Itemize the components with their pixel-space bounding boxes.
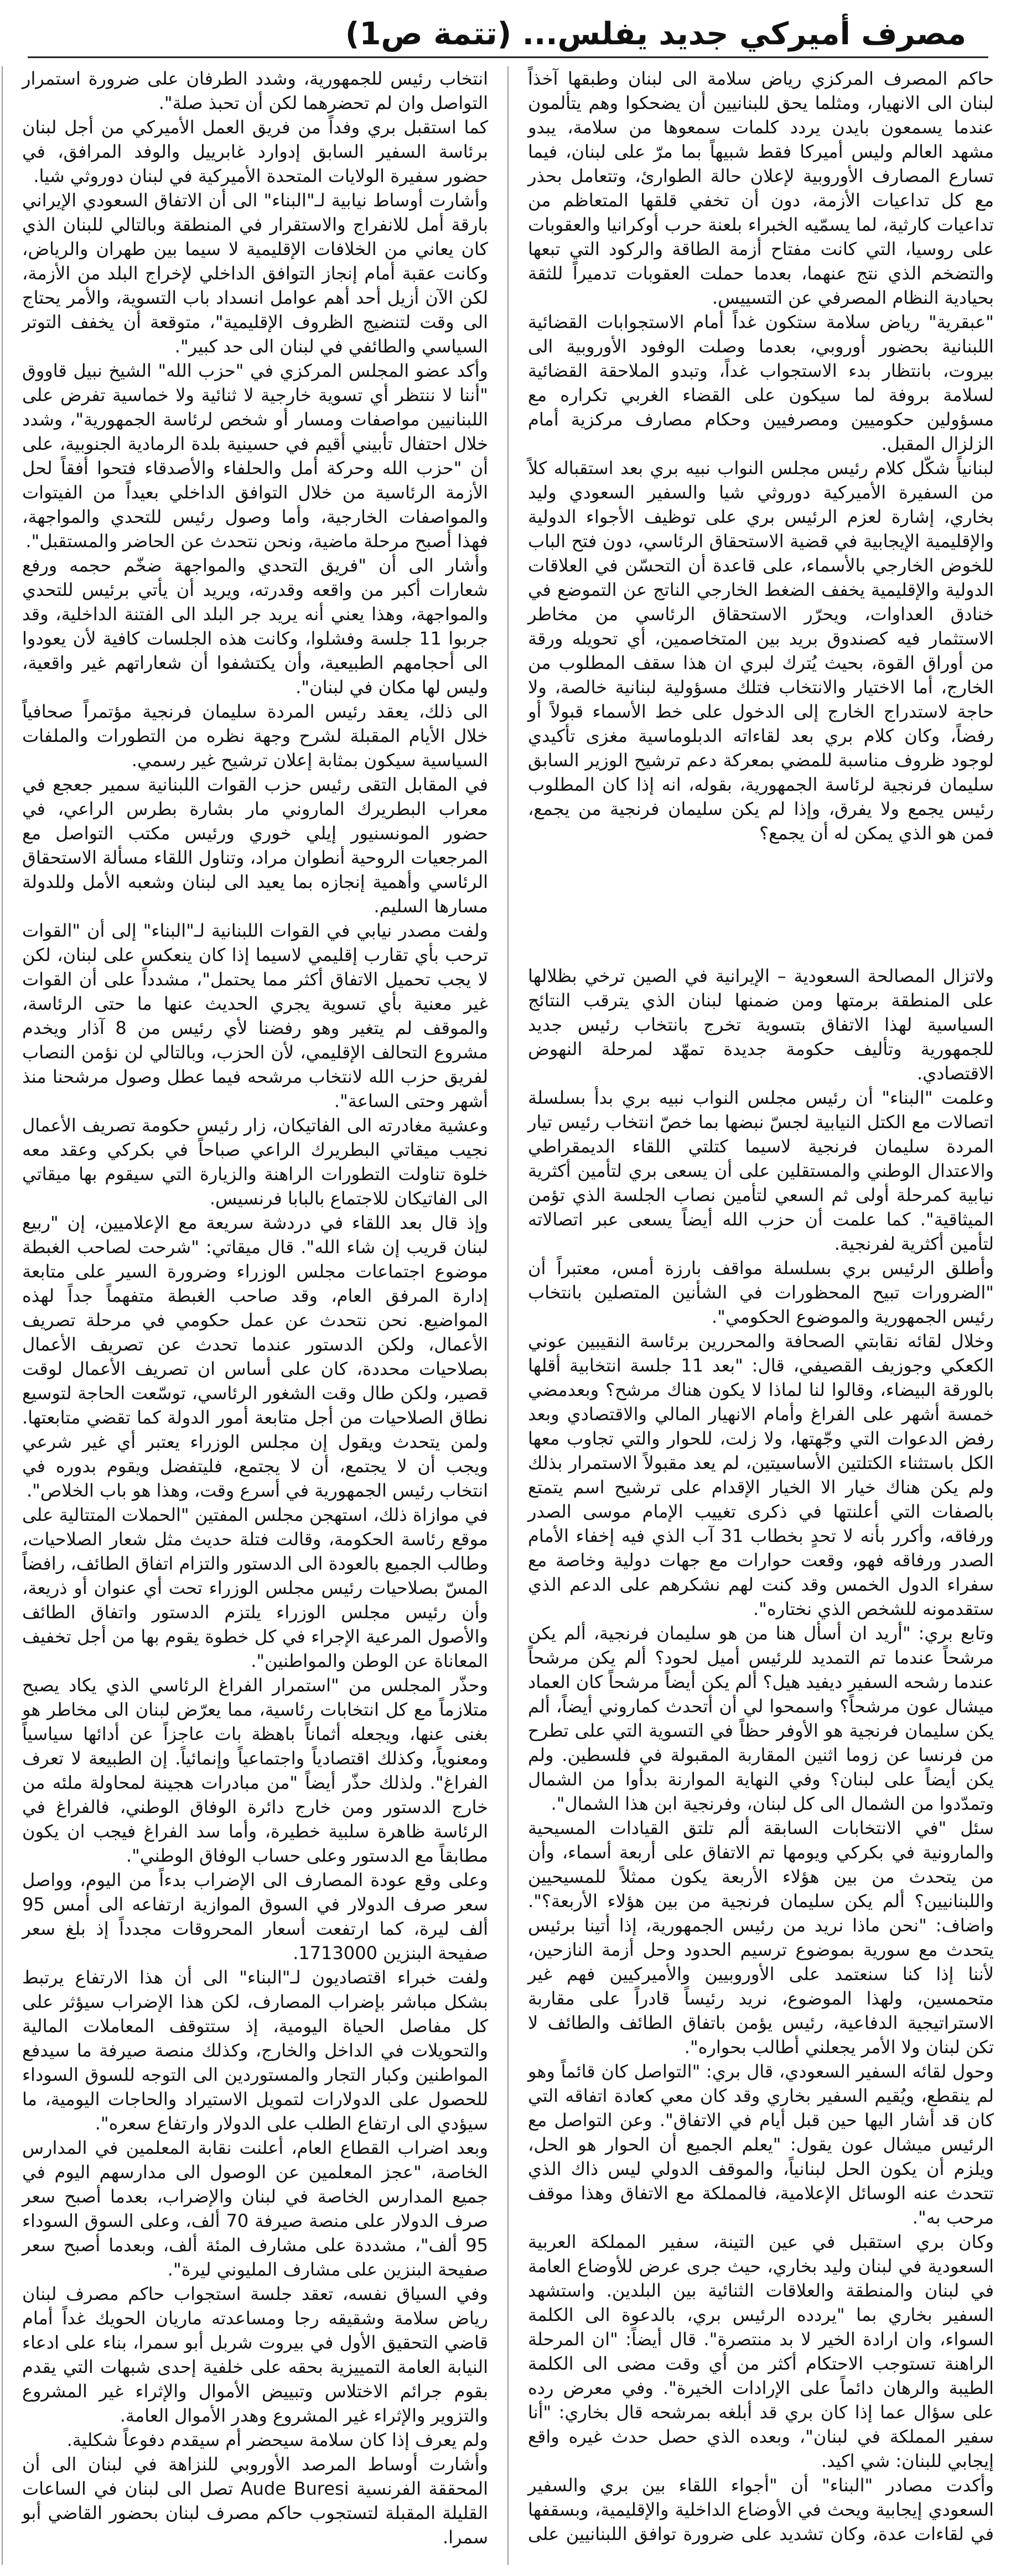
article-paragraph: وفي السياق نفسه، تعقد جلسة استجواب حاكم مصرف لبنان رياض سلامة وشقيقه رجا ومساعدته ماريان الحويك غداً أمام قاضي التحقيق الأول في بيروت شربل أبو سمرا، بناء على ادعاء النيابة العامة التمييزية بحقه على خلفية إحدى شبهات التي يقدم بقوم جرائم الاختلاس وتبييض الأموال والإثراء غير المشروع والتزوير والإثراء غير المشروع وهدر الأموال العامة.	[22, 2283, 488, 2426]
article-paragraph: ولم يعرف إذا كان سلامة سيحضر أم سيقدم دفوعاً شكلية.	[66, 2429, 488, 2450]
article-paragraph: لبنانياً شكّل كلام رئيس مجلس النواب نبيه بري بعد استقباله كلاً من السفيرة الأميركية دوروثي شيا والسفير السعودي وليد بخاري، إشارة لعزم الرئيس بري على توظيف الأجواء الدولية والإقليمية الإيجابية في قضية الاستحقاق الرئاسي، دون فتح الباب للخوض الخارجي بالأسماء، على قاعدة أن التحسّن في العلاقات الدولية والإقليمية يخفف الضغط الخارجي الناتج عن التموضع في خنادق العداوات، ويحرّر الاستحقاق الرئاسي من مخاطر الاستثمار فيه كصندوق بريد بين المتخاصمين، أي تحويله ورقة من أوراق القوة، بحيث يُترك لبري ان هذا سقف المطلوب من الخارج، أما الاختيار والانتخاب فتلك مسؤولية لبنانية خالصة، ولا حاجة لاستدراج الخارج إلى الدخول على خط الأسماء قبولاً أو رفضاً، وكان كلام بري بعد لقاءاته الدبلوماسية مغزى تأكيدي لوجود ظروف مناسبة للمضي بمعركة دعم ترشيح الوزير السابق سليمان فرنجية لرئاسة الجمهورية، بقوله، انه إذا كان المطلوب رئيس يجمع ولا يفرق، وإذا لم يكن سليمان فرنجية من يجمع، فمن هو الذي يمكن له أن يجمع؟	[528, 458, 994, 844]
article-body	[22, 66, 994, 2565]
article-header	[28, 12, 988, 58]
article-paragraph: حاكم المصرف المركزي رياض سلامة الى لبنان وطبقها آخذاً لبنان الى الانهيار، ومثلما يحق للبنانيين أن يضحكوا وهم يتألمون عندما يسمعون بايدن يردد كلمات سمعوها من سلامة، يبدو مشهد العالم وليس أميركا فقط شبيهاً بما مرّ على لبنان، فيما تسارع المصارف الأوروبية لإعلان حالة الطوارئ، وتتعامل بحذر مع كل تداعيات الأزمة، دون أن تخفي قلقها المتعاظم من تداعيات كارثية، لما يسمّيه الخبراء بلعنة حرب أوكرانيا والعقوبات على روسيا، التي كانت مفتاح أزمة الطاقة والركود التي تبعها والتضخم الذي نتج عنهما، بعدما حملت العقوبات تدميراً للثقة بحيادية النظام المصرفي عن التسييس.	[528, 68, 994, 308]
article-paragraph: وتابع بري: "أريد ان أسأل هنا من هو سليمان فرنجية، ألم يكن مرشحاً عندما تم التمديد للرئيس أميل لحود؟ ألم يكن مرشحاً عندما رشحه السفير ديفيد هيل؟ ألم يكن أيضاً مرشحاً كان العماد ميشال عون مرشحاً؟ واسمحوا لي أن أتحدث كماروني أيضاً، ألم يكن سليمان فرنجية هو الأوفر حظاً في التسوية التي على تطرح من فرنسا عن زوما اثنين المقاربة المقبولة في فلسطين. ولم يكن أيضاً على لبنان؟ وفي النهاية الموارنة بدأوا من الشمال وتمدّدوا من الشمال الى كل لبنان، وفرنجية ابن هذا الشمال".	[528, 1623, 994, 1814]
paragraph-gap	[528, 845, 994, 870]
article-paragraph: وكان بري استقبل في عين التينة، سفير المملكة العربية السعودية في لبنان وليد بخاري، حيث جرى عرض للأوضاع العامة في لبنان والمنطقة والعلاقات الثنائية بين البلدين. واستشهد السفير بخاري بما "يردده الرئيس بري، بالدعوة الى الكلمة السواء، وان ارادة الخير لا بد منتصرة". قال أيضاً: "ان المرحلة الراهنة تستوجب الاحتكام أكثر من أي وقت مضى الى الكلمة الطيبة والرهان دائماً على الإرادات الخيرة". وفي معرض رده على سؤال عما إذا كان بري قد أبلغه بمرشحه قال بخاري: "أنا سفير المملكة في لبنان"، وبعده الذي حصل حدث غيره واقع إيجابي للبنان: شي اكيد.	[528, 2231, 994, 2471]
article-paragraph: في موازاة ذلك، استهجن مجلس المفتين "الحملات المتتالية على موقع رئاسة الحكومة، وقالت فتلة حديث مثل شعار الصلاحيات، وطالب الجميع بالعودة الى الدستور والتزام اتفاق الطائف، رافضاً المسّ بصلاحيات رئيس مجلس الوزراء تحت أي عنوان أو ذريعة، وأن رئيس مجلس الوزراء يلتزم الدستور واتفاق الطائف والأصول المرعية الإجراء في كل خطوة يقوم بها من أجل تخفيف المعاناة عن الوطن والمواطنين".	[22, 1504, 488, 1671]
article-paragraph: ولفت خبراء اقتصاديون لـ"البناء" الى أن هذا الارتفاع يرتبط بشكل مباشر بإضراب المصارف، لكن هذا الإضراب سيؤثر على كل مفاصل الحياة اليومية، إذ ستتوقف المعاملات المالية والتحويلات في الداخل والخارج، وكذلك منصة صيرفة ما سيدفع المواطنين وكبار التجار والمستوردين الى التوجه للسوق السوداء للحصول على الدولارات لتمويل الاستيراد والحاجات اليومية، ما سيؤدي الى ارتفاع الطلب على الدولار وارتفاع سعره".	[22, 1967, 488, 2134]
article-paragraph: في المقابل التقى رئيس حزب القوات اللبنانية سمير جعجع في معراب البطريرك الماروني مار بشارة بطرس الراعي، في حضور المونسنيور إيلي خوري ورئيس مكتب التواصل مع المرجعيات الروحية أنطوان مراد، وتناول اللقاء مسألة الاستحقاق الرئاسي وأهمية إنجازه بما يعيد الى لبنان وشعبه الأمل وللدولة مسارها السليم.	[22, 774, 488, 917]
article-paragraph: "عبقرية" رياض سلامة ستكون غداً أمام الاستجوابات القضائية اللبنانية بحضور أوروبي، بعدما وصلت الوفود الأوروبية الى بيروت، بانتظار بدء الاستجواب غداً، وتبدو الملاحقة القضائية لسلامة بروفة لما سيكون على القضاء الغربي تكراره مع مسؤولين حكوميين ومصرفيين وحكام مصارف مركزية أمام الزلزال المقبل.	[528, 311, 994, 454]
article-paragraph: وأكدت مصادر "البناء" أن "أجواء اللقاء بين بري والسفير السعودي إيجابية ويحث في الأوضاع الداخلية والإقليمية، وبسقفها في لقاءات عدة، وكان تشديد على ضرورة توافق اللبنانيين على انتخاب رئيس للجمهورية، وشدد الطرفان على ضرورة استمرار التواصل وان لم تحضرهما لكن أن تحبذ صلة".	[22, 68, 994, 2544]
article-paragraph: وأشار الى أن "فريق التحدي والمواجهة ضخّم حجمه ورفع شعارات أكبر من واقعه وقدرته، ويريد أن يأتي برئيس للتحدي والمواجهة، وهذا يعني أنه يريد جر البلد الى الفتنة الداخلية، وقد جربوا 11 جلسة وفشلوا، وكانت هذه الجلسات كافية لأن يعودوا الى أحجامهم الطبيعية، وأن يكتشفوا أن شعاراتهم غير واقعية، وليس لها مكان في لبنان".	[22, 555, 488, 698]
article-paragraph: وبعد اضراب القطاع العام، أعلنت نقابة المعلمين في المدارس الخاصة، "عجز المعلمين عن الوصول الى مدارسهم اليوم في جميع المدارس الخاصة في لبنان والإضراب، بعدما أصبح سعر صرف الدولار على منصة صيرفة 70 ألف، وعلى السوق السوداء 95 ألف"، مشددة على مشارف المئة ألف، وبعدما أصبح سعر صفيحة البنزين على مشارف المليوني ليرة".	[22, 2137, 489, 2280]
article-paragraph: وإذ قال بعد اللقاء في دردشة سريعة مع الإعلاميين، إن "ربيع لبنان قريب إن شاء الله". قال ميقاتي: "شرحت لصاحب الغبطة موضوع اجتماعات مجلس الوزراء وضرورة السير على متابعة إدارة المرفق العام، وقد صاحب الغبطة متفهماً جداً لهذه المواضيع. نحن نتحدث عن عمل حكومي في مرحلة تصريف الأعمال، ولكن الدستور عندما تحدث عن تصريف الأعمال بصلاحيات محددة، كان على أساس ان تصريف الأعمال لوقت قصير، ولكن طال وقت الشغور الرئاسي، توسّعت الحاجة لتوسيع نطاق الصلاحيات من أجل متابعة أمور الدولة كما تقضي متابعتها. ولمن يتحدث ويقول إن مجلس الوزراء يعتبر أي غير شرعي ويجب أن لا يجتمع، أن لا يجتمع، فليتفضل ويقوم بدوره في انتخاب رئيس الجمهورية في أسرع وقت، وهذا هو باب الخلاص".	[22, 1212, 488, 1501]
article-paragraph: وأشارت أوساط نيابية لـ"البناء" الى أن الاتفاق السعودي الإيراني بارقة أمل للانفراج والاستقرار في المنطقة وبالتالي للبنان الذي كان يعاني من الخلافات الإقليمية لا سيما بين طهران والرياض، وكانت عقبة أمام إنجاز التوافق الداخلي لإخراج البلد من الأزمة، لكن الآن أزيل أحد أهم عوامل انسداد باب التسوية، والأمر يحتاج الى وقت لتنضيج الظروف الإقليمية"، متوقعة أن يخفف التوتر السياسي والطائفي في لبنان الى حد كبير".	[22, 190, 488, 357]
article-paragraph: وأشارت أوساط المرصد الأوروبي للنزاهة في لبنان الى أن المحققة الفرنسية Aude Buresi تصل الى لبنان في الساعات القليلة المقبلة لتستجوب حاكم مصرف لبنان بحضور القاضي أبو سمرا.	[22, 2454, 489, 2548]
article-paragraph: وعشية مغادرته الى الفاتيكان، زار رئيس حكومة تصريف الأعمال نجيب ميقاتي البطريرك الراعي صباحاً في بكركي وعقد معه خلوة تناولت التطورات الراهنة والزيارة التي سيقوم بها ميقاتي الى الفاتيكان للاجتماع بالبابا فرنسيس.	[22, 1115, 488, 1209]
article-headline: مصرف أميركي جديد يفلس... (تتمة ص1)	[345, 16, 966, 52]
article-paragraph: وأطلق الرئيس بري بسلسلة مواقف بارزة أمس، معتبراً أن "الضرورات تبيح المحظورات في الشأنين المتصلين بانتخاب رئيس الجمهورية والموضوع الحكومي".	[528, 1258, 994, 1327]
article-paragraph: وخلال لقائه نقابتي الصحافة والمحررين برئاسة النقيبين عوني الكعكي وجوزيف القصيفي، قال: "بعد 11 جلسة انتخابية أقلها بالورقة البيضاء، وقالوا لنا لماذا لا يكون هناك مرشح؟ وبعدمضي خمسة أشهر على الفراغ وأمام الانهيار المالي والاقتصادي وبعد رفض الدعوات التي وجّهتها، ولا زلت، للحوار والتي تجاوب معها الكل باستثناء الكتلتين الأساسيتين، لم يعد مقبولاً الاستمرار بذلك ولم يكن هناك خيار الا الخيار الإقدام على ترشيح اسم يتمتع بالصفات التي أعلنتها في ذكرى تغييب الإمام موسى الصدر ورفاقه، وأكرر بأنه لا تحدٍ بخطاب 31 آب الذي فيه إخفاء الأمام الصدر ورفاقه فهو، وقعت حوارات مع جهات دولية وخاصة مع سفراء الدول الخمس وقد كنت لهم نشكرهم على الدعم الذي ستقدمونه للشخص الذي نختاره".	[528, 1331, 994, 1619]
article-paragraph: ولفت مصدر نيابي في القوات اللبنانية لـ"البناء" إلى أن "القوات ترحب بأي تقارب إقليمي لاسيما إذا كان ينعكس على لبنان، لكن لا يجب تحميل الاتفاق أكثر مما يحتمل"، مشدداً على أن القوات غير معنية بأي تسوية يجري الحديث عنها ما حتى الرئاسة، والموقف لم يتغير وهو رفضنا لأي رئيس من 8 آذار ويخدم مشروع التحالف الإقليمي، لأن الحزب، وبالتالي لن نؤمن النصاب لفريق حزب الله لانتخاب مرشحه فيما عطل وصول مرشحنا منذ أشهر وحتى الساعة".	[22, 920, 488, 1112]
article-paragraph: وحذّر المجلس من "استمرار الفراغ الرئاسي الذي يكاد يصبح متلازماً مع كل انتخابات رئاسية، مما يعرّض لبنان الى مخاطر هو بغنى عنها، ويجعله أثماناً باهظة بات عاجزاً عن أدائها سياسياً ومعنوياً، وكذلك اقتصادياً واجتماعياً وإنمائياً. إن الطبيعة لا تعرف الفراغ". ولذلك حذّر أيضاً "من مبادرات هجينة لمحاولة ملئه من خارج الدستور ومن خارج دائرة الوفاق الوطني، فالفراغ في الرئاسة ظاهرة سلبية خطيرة، وأما سد الفراغ فيجب ان يكون مطابقاً مع الدستور وعلى حساب الوفاق الوطني".	[22, 1675, 488, 1866]
article-paragraph: كما استقبل بري وفداً من فريق العمل الأميركي من أجل لبنان برئاسة السفير السابق إدوارد غابرييل والوفد المرافق، في حضور سفيرة الولايات المتحدة الأميركية في لبنان دوروثي شيا.	[22, 117, 488, 186]
article-paragraph: وأكد عضو المجلس المركزي في "حزب الله" الشيخ نبيل قاووق "أننا لا ننتظر أي تسوية خارجية لا ثنائية ولا خماسية تفرض على اللبنانيين مواصفات ومسار أو شخص لرئاسة الجمهورية"، وشدد خلال احتفال تأبيني أقيم في حسينية بلدة الرمادية الجنوبية، على أن "حزب الله وحركة أمل والحلفاء والأصدقاء فتحوا أفقاً لحل الأزمة الرئاسية من خلال التوافق الداخلي بعيداً من الفيتوات والمواصفات الخارجية، وأما وصول رئيس للتحدي والمواجهة، فهذا أصبح مرحلة ماضية، ونحن نتحدث عن الحاضر والمستقبل".	[22, 360, 488, 552]
article-paragraph: وعلمت "البناء" أن رئيس مجلس النواب نبيه بري بدأ بسلسلة اتصالات مع الكتل النيابية لجسّ نبضها بما خصّ انتخاب رئيس تيار المردة سليمان فرنجية لاسيما كتلتي اللقاء الديمقراطي والاعتدال الوطني والمستقلين على أن يسعى بري لتأمين أكثرية نيابية كمرحلة أولى ثم السعي لتأمين نصاب الجلسة الذي تؤمن الميثاقية". كما علمت أن حزب الله أيضاً يسعى عبر اتصالاته لتأمين أكثرية لفرنجية.	[528, 1087, 994, 1254]
article-paragraph: وحول لقائه السفير السعودي، قال بري: "التواصل كان قائماً وهو لم ينقطع، ويُقيم السفير بخاري وقد كان معي كعادة اتفاقه التي كان قد أشار اليها حين قبل أيام في الاتفاق". وعن التواصل مع الرئيس ميشال عون يقول: "يعلم الجميع أن الحوار هو الحل، ويلزم أن يكون الحل لبنانياً، والموقف الدولي ليس ذاك الذي تتحدث عنه الوسائل الإعلامية، فالمملكة مع الاتفاق وهذا موقف مرحب به".	[528, 2061, 994, 2228]
article-paragraph: وعلى وقع عودة المصارف الى الإضراب بدءاً من اليوم، وواصل سعر صرف الدولار في السوق الموازية ارتفاعه الى أمس 95 ألف ليرة، كما ارتفعت أسعار المحروقات مجدداً إذ بلغ سعر صفيحة البنزين 1713000.	[22, 1869, 488, 1964]
article-paragraph: الى ذلك، يعقد رئيس المردة سليمان فرنجية مؤتمراً صحافياً خلال الأيام المقبلة لشرح وجهة نظره من التطورات والملفات السياسية سيكون بمثابة إعلان ترشيح غير رسمي.	[22, 701, 488, 771]
article-paragraph: ولاتزال المصالحة السعودية – الإيرانية في الصين ترخي بظلالها على المنطقة برمتها ومن ضمنها لبنان الذي يترقب النتائج السياسية لهذا الاتفاق بتسوية تخرج بانتخاب رئيس جديد للجمهورية وتأليف حكومة جديدة تمهّد لمرحلة النهوض الاقتصادي.	[528, 965, 994, 1084]
article-paragraph: سئل "في الانتخابات السابقة ألم تلتق القيادات المسيحية والمارونية في بكركي ويومها تم الاتفاق على أربعة أسماء، وأن من يتحدث من بين هؤلاء الأربعة يكون ممثلاً للمسيحيين واللبنانيين؟ ألم يكن سليمان فرنجية من بين هؤلاء الأربعة؟". واضاف: "نحن ماذا نريد من رئيس الجمهورية، إذا أتينا برئيس يتحدث مع سورية بموضوع ترسيم الحدود وحل أزمة النازحين، لأننا إذا كنا سنعتمد على الأوروبيين والأميركيين فهم غير متحمسين، ولهذا الموضوع، نريد رئيساً قادراً على مقاربة الاستراتيجية الدفاعية، رئيس يؤمن باتفاق الطائف والطائف لا تكن لبنان ولا الأمر يجعلني أطالب بحواره".	[528, 1817, 994, 2058]
